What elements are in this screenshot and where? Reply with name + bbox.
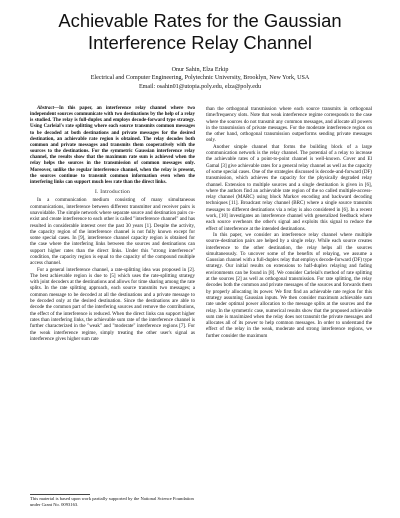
right-column <box>206 106 372 339</box>
intro-paragraph-2: For a general interference channel, a rate-splitting idea was proposed in [2]. The best achievable region is due to [5] which uses the rate-splitting strategy with joint decoders at the destinations and allows for time sharing among the rate splits. In the rate splitting approach, each source transmits two messages; a common message to be decoded at all the destinations and a private message to be decoded only at the desired destination. Since the destinations are able to decode the common part of the interfering sources and remove the contributions, the effect of the interference is reduced. When the direct links can support higher rates than interfering links, the achievable sum rate of the interference channel is further characterized in the "weak" and "moderate" interference regions [7]. For the weak interference regime, simply treating the other user's signal as interference gives higher sum rate <box>30 266 195 342</box>
footnote: This material is based upon work partially supported by the National Science Foundation under Grant No. 0093163. <box>30 496 194 507</box>
right-paragraph-3: In this paper, we consider an interference relay channel where multiple source-destination pairs are helped by a single relay. While each source creates interference to the other destination, the relay helps all the sources simultaneously. To uncover some of the benefits of relaying, we assume a Gaussian channel with a full-duplex relay that employs decode-forward (DF) type strategy. Our initial results on extensions to half-duplex relaying and fading environments can be found in [8]. We consider Carleial's method of rate splitting at the sources [2] as well as orthogonal transmission. For rate splitting, the relay decodes both the common and private messages of the sources and forwards them by properly allocating its power. We first find an achievable rate region for this strategy assuming Gaussian inputs. We then consider maximum achievable sum rate under optimal power allocation to the message splits at the sources and the relay. In the symmetric case, numerical results show that the proposed achievable sum rate is maximized when the relay does not transmit the private messages and allocates all of its power to help common messages. In order to understand the effect of the relay in the weak, moderate and strong interference regions, we further consider the maximum <box>206 231 372 339</box>
right-paragraph-1: than the orthogonal transmission where each source transmits in orthogonal time/frequency slots. Note that weak interference regime corresponds to the case where the sources do not transmit any common messages, and allocate all powers in the transmission of private messages. For the moderate interference region on the other hand, orthogonal transmission outperforms sending private messages only. <box>206 106 372 144</box>
author-names: Onur Sahin, Elza Erkip <box>171 67 229 73</box>
author-block <box>20 66 380 91</box>
abstract <box>30 106 195 186</box>
abstract-text: —In this paper, an interference relay channel where two independent sources communicate with two destinations by the help of a relay is studied. The relay is full-duplex and employs decode-forward type strategy. Using Carleial's rate splitting where each source transmits common messages to be decoded at both destinations and private messages for the desired destination, an achievable rate region is obtained. The relay decodes both common and private messages and transmits them cooperatively with the sources to the destinations. For the symmetric Gaussian interference relay channel, the results show that the maximum rate sum is achieved when the relay helps the sources in the transmission of common messages only. Moreover, unlike the regular interference channel, when the relay is present, the sources continue to transmit common information even when the interfering links can support much less rate than the direct links. <box>30 106 195 185</box>
author-affiliation: Electrical and Computer Engineering, Polytechnic University, Brooklyn, New York, USA <box>90 75 310 82</box>
intro-paragraph-1: In a communication medium consisting of many simultaneous communications, interference between different transmitter and receiver pairs is unavoidable. The simple network where separate source and destination pairs co-exist and create interference to each other is called "interference channel" and has resulted in considerable interest over the past 30 years [1]. Despite the activity, the capacity region of the interference channel is not fully known except for some special cases. In [9], interference channel capacity region is obtained for the case where the interfering links between the sources and destinations can support higher rates than the direct links. Under this "strong interference" condition, the capacity region is equal to the capacity of the compound multiple access channel. <box>30 197 195 267</box>
paper-title: Achievable Rates for the Gaussian Interference Relay Channel <box>58 10 342 53</box>
footnote-rule <box>30 494 90 495</box>
right-paragraph-2: Another simple channel that forms the building block of a large communication network is the relay channel. The potential of a relay to increase the achievable rates of a point-to-point channel is well-known. Cover and El Gamal [3] give achievable rates for a general relay channel as well as the capacity of some special cases. One of the strategies discussed is decode-and-forward (DF) transmission, which achieves the capacity for the physically degraded relay channel. Extension to multiple sources and a single destination is given in [6], where the authors find an achievable rate region of the so called multiple-access-relay channel (MARC) using block Markov encoding and backward decoding techniques [11]. Broadcast relay channel (BRC) where a single source transmits messages to different destinations via a relay is also considered in [6]. In a recent work, [10] investigates an interference channel with generalized feedback where each source overhears the other's signal and exploits this signal to reduce the effect of interference at the intended destinations. <box>206 143 372 232</box>
left-column <box>30 106 195 342</box>
author-email: Email: osahin01@utopia.poly.edu, elza@poly.edu <box>138 83 262 90</box>
section-heading-introduction: I. Introduction <box>94 189 131 196</box>
abstract-label: Abstract <box>37 106 55 111</box>
